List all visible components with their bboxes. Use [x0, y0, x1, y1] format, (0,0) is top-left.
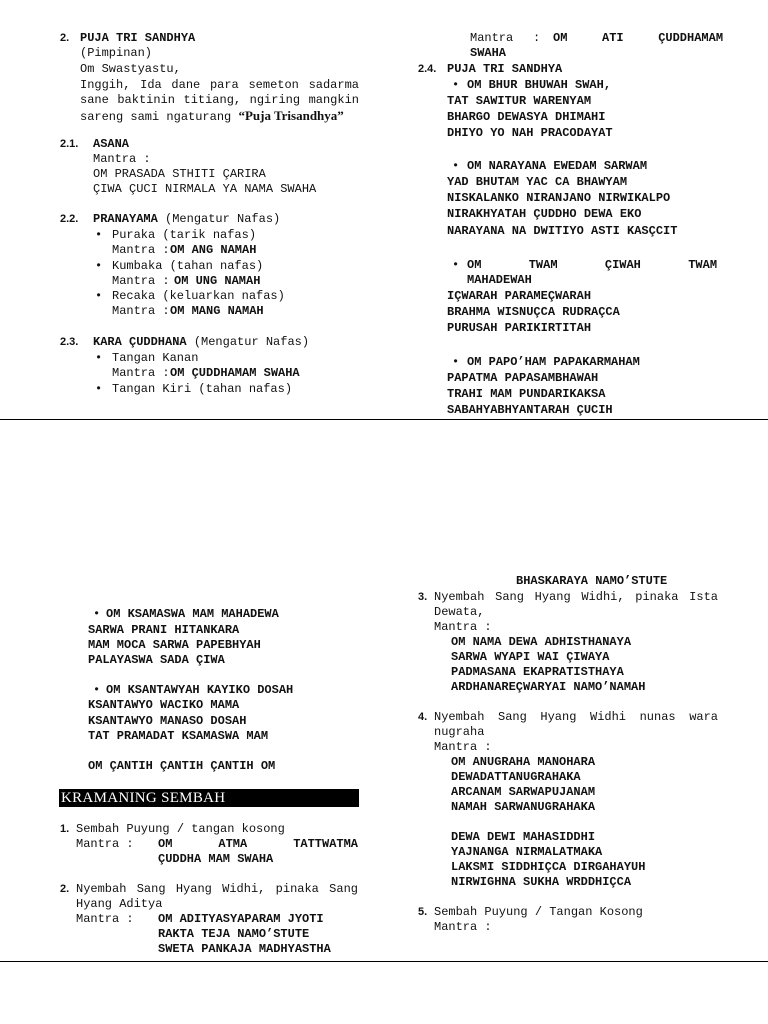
closing-mantra: OM ÇANTIH ÇANTIH ÇANTIH OM — [88, 759, 276, 773]
sembah2-mantra-line: SWETA PANKAJA MADHYASTHA — [158, 942, 331, 956]
tri-sandhya-verse-line: DHIYO YO NAH PRACODAYAT — [447, 126, 613, 140]
sembah1-number: 1. — [60, 823, 70, 835]
mantra-label: Mantra : — [112, 304, 170, 318]
mantra-label: Mantra : — [76, 912, 134, 926]
mantra-label: Mantra : — [112, 243, 170, 257]
prayer-verse-line: OM KSAMASWA MAM MAHADEWA — [106, 607, 279, 621]
sembah3-number: 3. — [418, 591, 428, 603]
sembah2-mantra-line: RAKTA TEJA NAMO’STUTE — [158, 927, 310, 941]
sec24-title: PUJA TRI SANDHYA — [447, 62, 563, 76]
pranayama-item-label: Recaka (keluarkan nafas) — [112, 289, 285, 303]
banner-title: KRAMANING SEMBAH — [61, 790, 226, 806]
sembah1-title: Sembah Puyung / tangan kosong — [76, 822, 285, 836]
mantra-label: Mantra : — [76, 837, 134, 851]
sembah4-mantra-line: NAMAH SARWANUGRAHAKA — [451, 800, 596, 814]
bullet: • — [95, 351, 103, 365]
bullet: • — [452, 355, 460, 369]
page-divider — [0, 961, 768, 962]
mantra-label: Mantra : — [112, 274, 170, 288]
mantra-colon: : — [533, 31, 541, 45]
sec2-title: PUJA TRI SANDHYA — [80, 31, 196, 45]
mantra-label: Mantra : — [434, 740, 492, 754]
tri-sandhya-verse-line: TRAHI MAM PUNDARIKAKSA — [447, 387, 606, 401]
pranayama-item-mantra: OM ANG NAMAH — [170, 243, 257, 257]
sembah3-title-line: Nyembah Sang Hyang Widhi, pinaka Ista — [434, 590, 718, 604]
sembah3-mantra-line: OM NAMA DEWA ADHISTHANAYA — [451, 635, 632, 649]
sembah3-mantra-line: PADMASANA EKAPRATISTHAYA — [451, 665, 624, 679]
tri-sandhya-verse-line: BHARGO DEWASYA DHIMAHI — [447, 110, 606, 124]
prayer-verse-line: OM KSANTAWYAH KAYIKO DOSAH — [106, 683, 294, 697]
asana-mantra-line: OM PRASADA STHITI ÇARIRA — [93, 167, 266, 181]
sembah2-mantra-line: OM ADITYASYAPARAM JYOTI — [158, 912, 324, 926]
tri-sandhya-verse-line: PURUSAH PARIKIRTITAH — [447, 321, 592, 335]
sec22-heading — [93, 212, 280, 227]
mantra-word: OM — [553, 31, 568, 45]
sembah5-number: 5. — [418, 906, 428, 918]
sec24-number: 2.4. — [418, 63, 437, 75]
prayer-verse-line: MAM MOCA SARWA PAPEBHYAH — [88, 638, 261, 652]
pranayama-item-mantra: OM UNG NAMAH — [174, 274, 261, 288]
sembah2-mantra-line: BHASKARAYA NAMO’STUTE — [516, 574, 668, 588]
sembah2-title-line: Nyembah Sang Hyang Widhi, pinaka Sang — [76, 882, 358, 896]
sembah2-title-line: Hyang Aditya — [76, 897, 163, 911]
tri-sandhya-verse-line: SABAHYABHYANTARAH ÇUCIH — [447, 403, 613, 417]
sembah2-number: 2. — [60, 883, 70, 895]
verse-word: TWAM — [688, 258, 718, 272]
sec2-paragraph-line — [80, 108, 344, 125]
page-divider — [0, 419, 768, 420]
bullet: • — [95, 228, 103, 242]
sec21-number: 2.1. — [60, 138, 79, 150]
mantra-word: ATI — [602, 31, 624, 45]
sec2-line: Om Swastyastu, — [80, 62, 181, 76]
sec2-paragraph-line: sane baktinin titiang, ngiring mangkin — [80, 93, 359, 107]
sec23-heading — [93, 335, 309, 350]
bullet: • — [93, 683, 101, 697]
bullet: • — [95, 259, 103, 273]
sec2-line: (Pimpinan) — [80, 46, 153, 60]
asana-mantra-line: ÇIWA ÇUCI NIRMALA YA NAMA SWAHA — [93, 182, 317, 196]
verse-word: ÇIWAH — [604, 258, 641, 272]
pranayama-item-label: Kumbaka (tahan nafas) — [112, 259, 264, 273]
tri-sandhya-verse-line: BRAHMA WISNUÇCA RUDRAÇCA — [447, 305, 620, 319]
sec22-subtitle: (Mengatur Nafas) — [165, 212, 281, 226]
bullet: • — [95, 289, 103, 303]
prayer-verse-line: PALAYASWA SADA ÇIWA — [88, 653, 225, 667]
sec22-number: 2.2. — [60, 213, 79, 225]
tri-sandhya-verse-line: OM PAPO’HAM PAPAKARMAHAM — [467, 355, 640, 369]
pranayama-item-label: Puraka (tarik nafas) — [112, 228, 257, 242]
kramaning-sembah-banner — [59, 789, 359, 807]
tri-sandhya-verse-line: NARAYANA NA DWITIYO ASTI KASÇCIT — [447, 224, 678, 238]
tri-sandhya-verse-line: IÇWARAH PARAMEÇWARAH — [447, 289, 592, 303]
sembah4-mantra-line: OM ANUGRAHA MANOHARA — [451, 755, 596, 769]
prayer-verse-line: TAT PRAMADAT KSAMASWA MAM — [88, 729, 269, 743]
sec23-title: KARA ÇUDDHANA — [93, 335, 187, 349]
pranayama-item-mantra: OM MANG NAMAH — [170, 304, 264, 318]
kara-item-mantra: OM ÇUDDHAMAM SWAHA — [170, 366, 300, 380]
mantra-label: Mantra : — [434, 920, 492, 934]
sembah4-mantra-line: DEWA DEWI MAHASIDDHI — [451, 830, 596, 844]
sec23-number: 2.3. — [60, 336, 79, 348]
puja-trisandhya-highlight: “Puja Trisandhya” — [238, 108, 344, 123]
mantra-word: ATMA — [218, 837, 248, 851]
verse-word: OM — [467, 258, 482, 272]
bullet: • — [452, 78, 460, 92]
kara-item-label: Tangan Kiri (tahan nafas) — [112, 382, 293, 396]
mantra-label: Mantra — [470, 31, 514, 45]
tri-sandhya-verse-line: OM BHUR BHUWAH SWAH, — [467, 78, 612, 92]
bullet: • — [93, 607, 101, 621]
mantra-word: OM — [158, 837, 173, 851]
sec2-paragraph-line: Inggih, Ida dane para semeton sadarma — [80, 78, 359, 92]
mantra-label: Mantra : — [112, 366, 170, 380]
mantra-label: Mantra : — [93, 152, 151, 166]
bullet: • — [95, 382, 103, 396]
sec23-subtitle: (Mengatur Nafas) — [193, 335, 310, 349]
tri-sandhya-verse-line: NIRAKHYATAH ÇUDDHO DEWA EKO — [447, 207, 642, 221]
sembah3-title-line: Dewata, — [434, 605, 485, 619]
bullet: • — [452, 258, 460, 272]
sembah3-mantra-line: ARDHANAREÇWARYAI NAMO’NAMAH — [451, 680, 646, 694]
sembah4-title-line: Nyembah Sang Hyang Widhi nunas wara — [434, 710, 718, 724]
kara-item-label: Tangan Kanan — [112, 351, 199, 365]
bullet: • — [452, 159, 460, 173]
sembah1-mantra-line: ÇUDDHA MAM SWAHA — [158, 852, 274, 866]
tri-sandhya-verse-line: YAD BHUTAM YAC CA BHAWYAM — [447, 175, 628, 189]
mantra-word: ÇUDDHAMAM — [658, 31, 724, 45]
tri-sandhya-verse-line: NISKALANKO NIRANJANO NIRWIKALPO — [447, 191, 671, 205]
sembah4-mantra-line: YAJNANGA NIRMALATMAKA — [451, 845, 603, 859]
sec2-paragraph-text: sareng sami ngaturang — [80, 110, 232, 124]
mantra-label: Mantra : — [434, 620, 492, 634]
sembah3-mantra-line: SARWA WYAPI WAI ÇIWAYA — [451, 650, 610, 664]
sembah4-mantra-line: LAKSMI SIDDHIÇCA DIRGAHAYUH — [451, 860, 646, 874]
sembah4-mantra-line: ARCANAM SARWAPUJANAM — [451, 785, 596, 799]
sembah4-number: 4. — [418, 711, 428, 723]
tri-sandhya-verse-line: TAT SAWITUR WARENYAM — [447, 94, 592, 108]
prayer-verse-line: KSANTAWYO MANASO DOSAH — [88, 714, 247, 728]
prayer-verse-line: SARWA PRANI HITANKARA — [88, 623, 240, 637]
sec2-number: 2. — [60, 32, 70, 44]
sec22-title: PRANAYAMA — [93, 212, 158, 226]
mantra-continuation: SWAHA — [470, 46, 507, 60]
sembah1-mantra-line — [158, 837, 358, 852]
mantra-word: TATTWATMA — [293, 837, 358, 851]
verse-word: TWAM — [528, 258, 558, 272]
sembah4-mantra-line: DEWADATTANUGRAHAKA — [451, 770, 581, 784]
tri-sandhya-verse-line: MAHADEWAH — [467, 273, 532, 287]
tri-sandhya-verse-line — [467, 258, 717, 273]
prayer-verse-line: KSANTAWYO WACIKO MAMA — [88, 698, 240, 712]
sembah4-title-line: nugraha — [434, 725, 485, 739]
tri-sandhya-verse-line: OM NARAYANA EWEDAM SARWAM — [467, 159, 648, 173]
sembah5-title: Sembah Puyung / Tangan Kosong — [434, 905, 643, 919]
sec21-title: ASANA — [93, 137, 130, 151]
tri-sandhya-verse-line: PAPATMA PAPASAMBHAWAH — [447, 371, 599, 385]
sembah4-mantra-line: NIRWIGHNA SUKHA WRDDHIÇCA — [451, 875, 632, 889]
ati-cuddhamam-line — [553, 31, 723, 46]
